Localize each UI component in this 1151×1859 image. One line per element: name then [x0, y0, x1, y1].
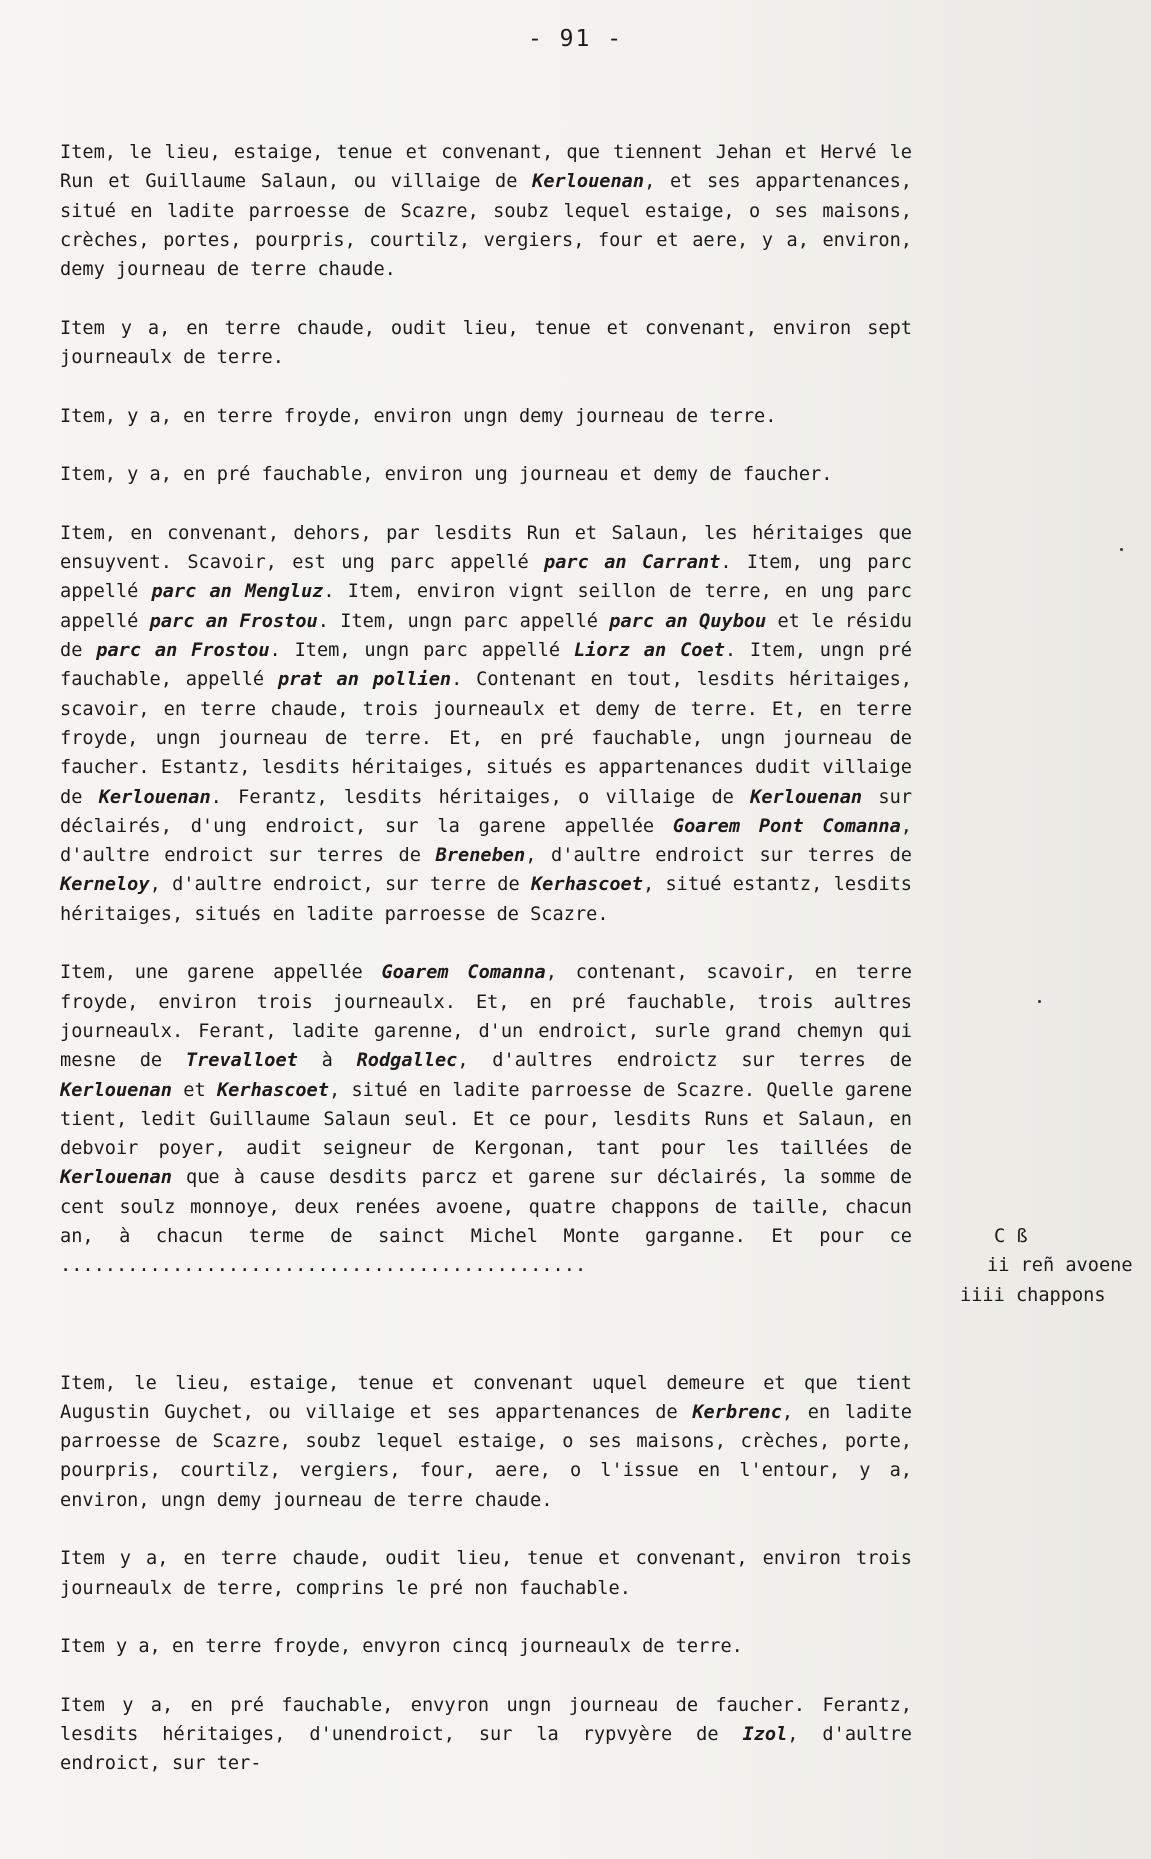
paragraph	[60, 1691, 912, 1779]
place-name: prat an pollien	[277, 669, 452, 691]
paper-speck	[1120, 548, 1123, 551]
paragraph	[60, 1369, 912, 1515]
text-run: , d'aultre endroict, sur terre de	[149, 874, 531, 896]
place-name: Goarem Pont Comanna	[672, 815, 901, 837]
text-run: Item, le lieu, estaige, tenue et convenant uquel demeure et que tient Augustin Guychet, ou villaige et ses appartenances de	[60, 1372, 912, 1423]
text-run: , contenant, scavoir, en terre froyde, environ trois journeaulx. Et, en pré fauchable, trois aultres journeaulx. Ferant, ladite garenne, d'un endroict, surle grand chemyn qui mesne de	[60, 962, 912, 1072]
place-name: Liorz an Coet	[573, 640, 725, 662]
text-run: , en ladite parroesse de Scazre, soubz lequel estaige, o ses maisons, crèches, porte, pourpris, courtilz, vergiers, four, aere, o l'issue en l'entour, y a, environ, ungn demy journeau de terre chaude.	[60, 1401, 913, 1511]
text-run: , d'aultre endroict sur terres de	[525, 845, 912, 867]
text-run: , situé estantz, lesdits héritaiges, situés en ladite parroesse de Scazre.	[60, 874, 913, 925]
paragraph	[60, 958, 912, 1280]
margin-note	[960, 1222, 1150, 1310]
text-run: . Ferantz, lesdits héritaiges, o villaige de	[210, 786, 751, 808]
text-run: Item, y a, en terre froyde, environ ungn demy journeau de terre.	[60, 405, 777, 427]
text-run: . Item, ung parc appellé	[60, 552, 912, 603]
text-run: . Item, environ vignt seillon de terre, en ung parc appellé	[60, 581, 912, 632]
text-run: Item y a, en terre chaude, oudit lieu, tenue et convenant, environ trois journeaulx de terre, comprins le pré non fauchable.	[60, 1548, 912, 1599]
paragraph	[60, 138, 912, 284]
text-run: . Item, ungn parc appellé	[269, 640, 574, 662]
text-run: , situé en ladite parroesse de Scazre. Quelle garene tient, ledit Guillaume Salaun seul. Et ce pour, lesdits Runs et Salaun, en debvoir poyer, audit seigneur de Kergonan, tant pour les taillées de	[60, 1079, 913, 1160]
text-run: Item y a, en pré fauchable, envyron ungn journeau de faucher. Ferantz, lesdits héritaiges, d'unendroict, sur la rypvyère de	[60, 1694, 912, 1746]
place-name: Kerhascoet	[530, 874, 643, 896]
dot-leader: ...............................................	[60, 1255, 587, 1277]
text-run: que à cause desdits parcz et garene sur déclairés, la somme de cent soulz monnoye, deux renées avoene, quatre chappons de taille, chacun an, à chacun terme de sainct Michel Monte garganne. Et pour ce	[60, 1167, 912, 1247]
place-name: parc an Frostou	[149, 610, 318, 632]
place-name: Goarem Comanna	[381, 962, 546, 984]
text-run: , d'aultres endroictz sur terres de	[457, 1050, 913, 1072]
text-run: Item, y a, en pré fauchable, environ ung journeau et demy de faucher.	[60, 464, 833, 486]
place-name: Breneben	[435, 845, 526, 867]
place-name: Kerlouenan	[60, 1167, 172, 1189]
place-name: Trevalloet	[185, 1050, 298, 1072]
paragraph	[60, 402, 912, 431]
place-name: parc an Frostou	[96, 640, 270, 662]
place-name: Izol	[742, 1724, 788, 1746]
text-run: Item, en convenant, dehors, par lesdits Run et Salaun, les héritaiges que ensuyvent. Scavoir, est ung parc appellé	[60, 522, 912, 574]
text-run: et	[171, 1079, 217, 1101]
text-run: , d'aultre endroict sur terres de	[60, 815, 912, 867]
paper-speck	[1038, 1000, 1041, 1003]
place-name: parc an Quybou	[609, 610, 767, 632]
place-name: Kerhascoet	[216, 1079, 329, 1101]
text-run: à	[297, 1050, 357, 1072]
text-run: et le résidu de	[60, 610, 912, 662]
place-name: Rodgallec	[356, 1050, 458, 1072]
text-run: . Contenant en tout, lesdits héritaiges, scavoir, en terre chaude, trois journeaulx et demy de terre. Et, en terre froyde, ungn journeau de terre. Et, en pré fauchable, ungn journeau de faucher. Estantz, lesdits héritaiges, situés es appartenances dudit villaige de	[60, 669, 912, 808]
text-run: Item, le lieu, estaige, tenue et convenant, que tiennent Jehan et Hervé le Run et Guillaume Salaun, ou villaige de	[60, 142, 912, 193]
text-run: , d'aultre endroict, sur ter-	[60, 1724, 912, 1775]
place-name: parc an Carrant	[544, 552, 721, 574]
paragraph	[60, 460, 912, 489]
text-run: Item y a, en terre froyde, envyron cincq journeaulx de terre.	[60, 1636, 743, 1658]
text-run: Item y a, en terre chaude, oudit lieu, tenue et convenant, environ sept journeaulx de terre.	[60, 317, 912, 369]
paragraph	[60, 519, 912, 929]
margin-note-capons: iiii chappons	[960, 1284, 1106, 1306]
page-number: - 91 -	[527, 26, 624, 52]
paragraph	[60, 1632, 912, 1661]
place-name: Kerlouenan	[532, 171, 645, 193]
text-run: . Item, ungn parc appellé	[317, 610, 610, 632]
place-name: parc an Mengluz	[151, 581, 324, 603]
place-name: Kerlouenan	[98, 786, 211, 808]
text-run: . Item, ungn pré fauchable, appellé	[60, 640, 912, 691]
document-body	[60, 138, 912, 1779]
text-run: Item, une garene appellée	[60, 962, 382, 984]
margin-note-amount: C ß	[994, 1226, 1028, 1247]
place-name: Kerbrenc	[692, 1401, 782, 1423]
paragraph	[60, 1544, 912, 1603]
place-name: Kerneloy	[60, 874, 150, 896]
margin-note-oats: ii reñ avoene	[987, 1255, 1133, 1277]
text-run: , et ses appartenances, situé en ladite parroesse de Scazre, soubz lequel estaige, o ses maisons, crèches, portes, pourpris, courtilz, vergiers, four et aere, y a, environ, demy journeau de terre chaude.	[60, 171, 912, 281]
place-name: Kerlouenan	[750, 786, 863, 808]
paragraph	[60, 314, 912, 373]
text-run: sur déclairés, d'ung endroict, sur la garene appellée	[60, 786, 913, 837]
place-name: Kerlouenan	[60, 1079, 172, 1101]
